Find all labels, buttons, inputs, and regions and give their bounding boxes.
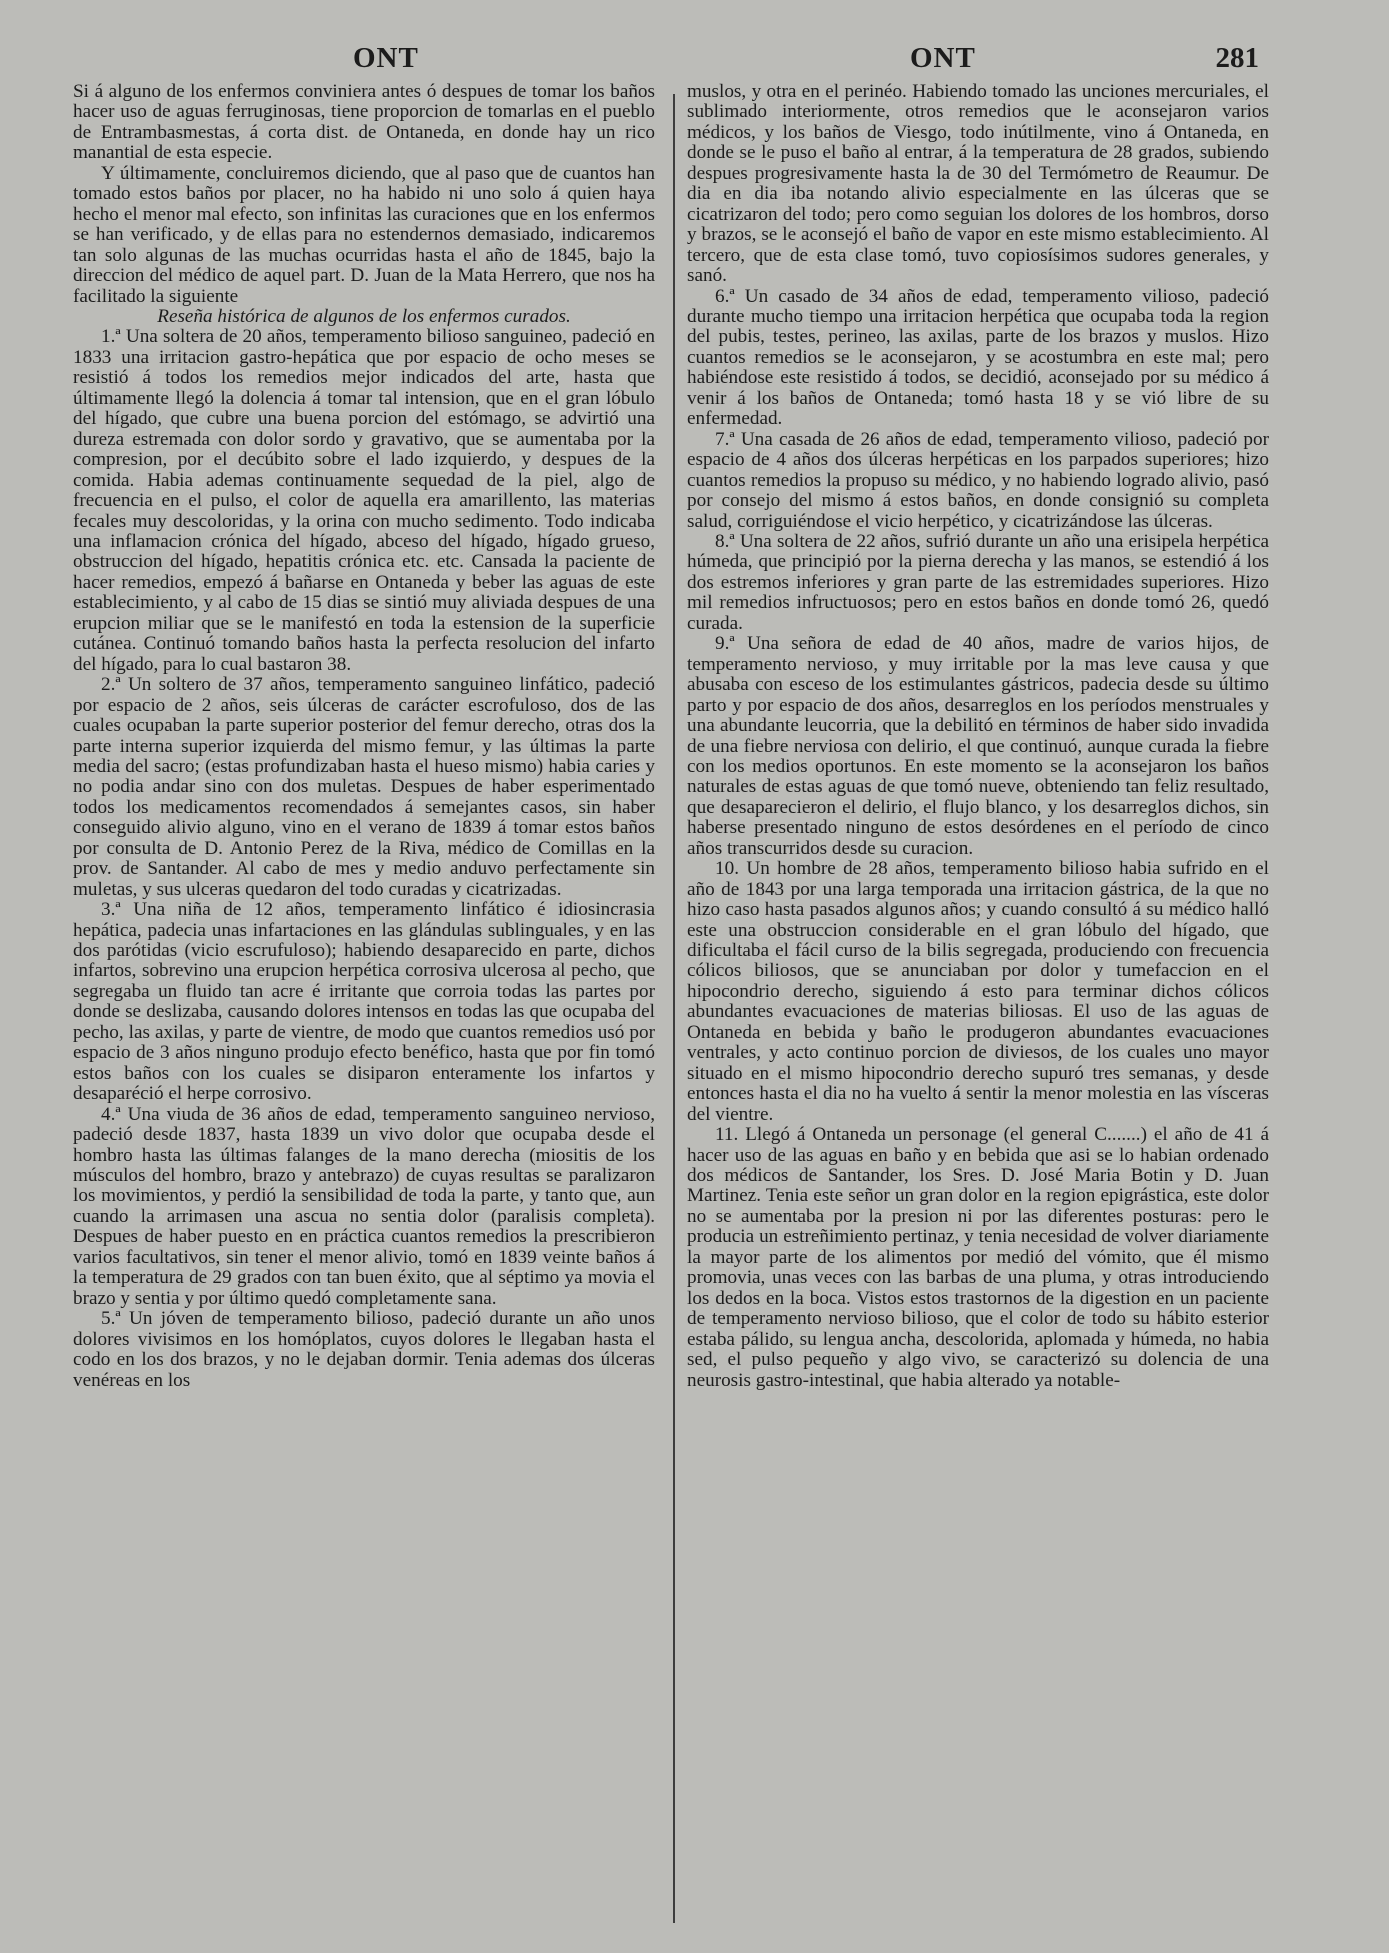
left-column xyxy=(73,82,655,1391)
case-entry: 5.ª Un jóven de temperamento bilioso, padeció durante un año unos dolores vivisimos en los homóplatos, cuyos dolores le llegaban hasta el codo en los dos brazos, y no le dejaban dormir. Tenia ademas dos úlceras venéreas en los xyxy=(73,1308,655,1391)
case-entry: 4.ª Una viuda de 36 años de edad, temperamento sanguineo nervioso, padeció desde 1837, hasta 1839 un vivo dolor que ocupaba desde el hombro hasta las últimas falanges de la mano derecha (miositis de los músculos del hombro, brazo y antebrazo) de cuyas resultas se paralizaron los movimientos, y perdió la sensibilidad de toda la parte, y tanto que, aun cuando la arrimasen una ascua no sentia dolor (paralisis completa). Despues de haber puesto en en práctica cuantos remedios la prescribieron varios facultativos, sin tener el menor alivio, tomó en 1839 veinte baños á la temperatura de 29 grados con tan buen éxito, que al séptimo ya movia el brazo y sentia y por último quedó completamente sana. xyxy=(73,1103,655,1309)
page-number: 281 xyxy=(1215,42,1259,74)
case-entry: 6.ª Un casado de 34 años de edad, temperamento vilioso, padeció durante mucho tiempo una irritacion herpética que ocupaba toda la region del pubis, testes, perineo, las axilas, parte de los brazos y muslos. Hizo cuantos remedios se le aconsejaron, y se acostumbra en este mal; pero habiéndose este resistido á todos, se decidió, aconsejado por su médico á venir á los baños de Ontaneda; tomó hasta 18 y se vió libre de su enfermedad. xyxy=(687,285,1269,430)
case-entry: 2.ª Un soltero de 37 años, temperamento sanguineo linfático, padeció por espacio de 2 años, seis úlceras de carácter escrofuloso, dos de las cuales ocupaban la parte superior posterior del femur derecho, otras dos la parte interna superior izquierda del mismo femur, y las últimas la parte media del sacro; (estas profundizaban hasta el hueso mismo) habia caries y no podia andar sino con dos muletas. Despues de haber esperimentado todos los medicamentos recomendados á semejantes casos, sin haber conseguido alivio alguno, vino en el verano de 1839 á tomar estos baños por consulta de D. Antonio Perez de la Riva, médico de Comillas en la prov. de Santander. Al cabo de mes y medio anduvo perfectamente sin muletas, y sus ulceras quedaron del todo curadas y cicatrizadas. xyxy=(73,674,655,900)
case-entry: 7.ª Una casada de 26 años de edad, temperamento vilioso, padeció por espacio de 4 años dos úlceras herpéticas en los parpados superiores; hizo cuantos remedios la propuso su médico, y no habiendo logrado alivio, pasó por consejo del mismo á estos baños, en donde consignió su completa salud, corriguiéndose el vicio herpético, y cicatrizándose las úlceras. xyxy=(687,428,1269,532)
case-entry: 11. Llegó á Ontaneda un personage (el general C.......) el año de 41 á hacer uso de las aguas en baño y en bebida que asi se lo habian ordenado dos médicos de Santander, los Sres. D. José Maria Botin y D. Juan Martinez. Tenia este señor un gran dolor en la region epigrástica, este dolor no se aumentaba por la presion ni por las diferentes posturas: pero le producia un estreñimiento pertinaz, y tenia necesidad de volver diariamente la mayor parte de los alimentos por medió del vómito, que él mismo promovia, unas veces con las barbas de una pluma, y otras introduciendo los dedos en la boca. Vistos estos trastornos de la digestion en un paciente de temperamento nervioso bilioso, que el color de todo su hábito esterior estaba pálido, su lengua ancha, descolorida, aplomada y húmeda, no habia sed, el pulso pequeño y algo vivo, se caracterizó su dolencia de una neurosis gastro-intestinal, que habia alterado ya notable- xyxy=(687,1124,1269,1391)
case-entry-continued: muslos, y otra en el perinéo. Habiendo tomado las unciones mercuriales, el sublimado interiormente, otros remedios que le aconsejaron varios médicos, y los baños de Viesgo, todo inútilmente, vino á Ontaneda, en donde se le puso el baño al entrar, á la temperatura de 28 grados, subiendo despues progresivamente hasta la de 30 del Termómetro de Reaumur. De dia en dia iba notando alivio especialmente en las úlceras que se cicatrizaron del todo; pero como seguian los dolores de los hombros, dorso y brazos, se le aconsejó el baño de vapor en este mismo establecimiento. Al tercero, que de esta clase tomó, tuvo copiosísimos sudores generales, y sanó. xyxy=(687,81,1269,287)
page-header xyxy=(70,42,1259,82)
running-headword-left: ONT xyxy=(353,42,419,74)
case-entry: 10. Un hombre de 28 años, temperamento bilioso habia sufrido en el año de 1843 por una larga temporada una irritacion gástrica, de la que no hizo caso hasta pasados algunos años; y cuando consultó á su médico halló este una obstruccion considerable en el gran lóbulo del hígado, que dificultaba el fácil curso de la bilis segregada, produciendo con frecuencia cólicos biliosos, que se anunciaban por dolor y tumefaccion en el hipocondrio derecho, siguiendo á esto para terminar dichos cólicos abundantes evacuaciones de materias biliosas. El uso de las aguas de Ontaneda en bebida y baño le produgeron abundantes evacuaciones ventrales, y acto continuo porcion de diviesos, de los cuales uno mayor situado en el mismo hipocondrio derecho supuró tres semanas, y desde entonces hasta el dia no ha vuelto á sentir la menor molestia en las vísceras del vientre. xyxy=(687,858,1269,1125)
section-heading: Reseña histórica de algunos de los enfermos curados. xyxy=(157,305,571,327)
right-column xyxy=(687,82,1269,1391)
paragraph: Y últimamente, concluiremos diciendo, que al paso que de cuantos han tomado estos baños por placer, no ha habido ni uno solo á quien haya hecho el menor mal efecto, son infinitas las curaciones que en los enfermos se han verificado, y de ellas para no estendernos demasiado, indicaremos tan solo algunas de las muchas ocurridas hasta el año de 1845, bajo la direccion del médico de aquel part. D. Juan de la Mata Herrero, que nos ha facilitado la siguiente xyxy=(73,162,655,307)
case-entry: 1.ª Una soltera de 20 años, temperamento bilioso sanguineo, padeció en 1833 una irritacion gastro-hepática que por espacio de ocho meses se resistió á todos los remedios mejor indicados del arte, hasta que últimamente llegó la dolencia á tomar tal intension, que en el gran lóbulo del hígado, que cubre una buena porcion del estómago, se advirtió una dureza estremada con dolor sordo y gravativo, que se aumentaba por la compresion, por el decúbito sobre el lado izquierdo, y despues de la comida. Habia ademas continuamente sequedad de la piel, algo de frecuencia en el pulso, el color de aquella era amarillento, las materias fecales muy descoloridas, y la orina con mucho sedimento. Todo indicaba una inflamacion crónica del hígado, abceso del hígado, hígado grueso, obstruccion del hígado, hepatitis crónica etc. etc. Cansada la paciente de hacer remedios, empezó á bañarse en Ontaneda y beber las aguas de este establecimiento, y al cabo de 15 dias se sintió muy aliviada despues de una erupcion miliar que se le manifestó en toda la estension de la superficie cutánea. Continuó tomando baños hasta la perfecta resolucion del infarto del hígado, para lo cual bastaron 38. xyxy=(73,326,655,675)
paragraph: Si á alguno de los enfermos conviniera antes ó despues de tomar los baños hacer uso de aguas ferruginosas, tiene proporcion de tomarlas en el pueblo de Entrambasmestas, á corta dist. de Ontaneda, en donde hay un rico manantial de esta especie. xyxy=(73,81,655,164)
case-entry: 8.ª Una soltera de 22 años, sufrió durante un año una erisipela herpética húmeda, que principió por la pierna derecha y las manos, se estendió á los dos estremos inferiores y gran parte de las estremidades superiores. Hizo mil remedios infructuosos; pero en estos baños en donde tomó 26, quedó curada. xyxy=(687,530,1269,634)
column-divider xyxy=(673,94,675,1923)
case-entry: 9.ª Una señora de edad de 40 años, madre de varios hijos, de temperamento nervioso, y muy irritable por la mas leve causa y que abusaba con esceso de los estimulantes gástricos, padecia desde su último parto y por espacio de dos años, desarreglos en los períodos menstruales y una abundante leucorria, que la debilitó en términos de haber sido invadida de una fiebre nerviosa con delirio, el que continuó, aunque curada la fiebre con los medios oportunos. En este momento se la aconsejaron los baños naturales de estas aguas de que tomó nueve, obteniendo tan feliz resultado, que desaparecieron el delirio, el flujo blanco, y los desarreglos dichos, sin haberse presentado ninguno de estos desórdenes en el período de cinco años transcurridos desde su curacion. xyxy=(687,633,1269,859)
case-entry: 3.ª Una niña de 12 años, temperamento linfático é idiosincrasia hepática, padecia unas infartaciones en las glándulas sublinguales, y en las dos parótidas (vicio escrufuloso); habiendo desaparecido en parte, dichos infartos, sobrevino una erupcion herpética corrosiva ulcerosa al pecho, que segregaba un fluido tan acre é irritante que corroia todas las partes por donde se deslizaba, causando dolores intensos en todas las que ocupaba del pecho, las axilas, y parte de vientre, de modo que cuantos remedios usó por espacio de 3 años ninguno produjo efecto benéfico, hasta que por fin tomó estos baños con los cuales se disiparon enteramente los infartos y desaparéció el herpe corrosivo. xyxy=(73,899,655,1105)
running-headword-right: ONT xyxy=(910,42,976,74)
